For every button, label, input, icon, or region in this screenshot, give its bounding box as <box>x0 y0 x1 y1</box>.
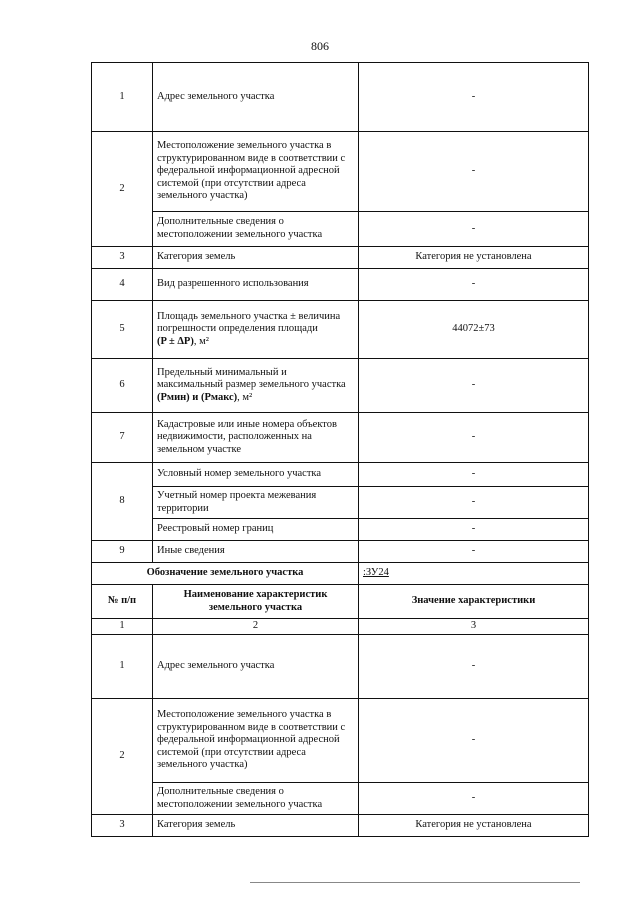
row-number: 2 <box>92 699 153 815</box>
characteristic-name: Категория земель <box>153 247 359 269</box>
characteristic-value: - <box>359 212 589 247</box>
table-row <box>92 413 589 463</box>
row-number: 2 <box>92 132 153 247</box>
column-numbers-row <box>92 619 589 635</box>
page-edge-line <box>250 882 580 883</box>
characteristic-name: Местоположение земельного участка в структурированном виде в соответствии с федеральной информационной адресной системой (при отсутствии адреса земельного участка) <box>153 132 359 212</box>
row-number: 1 <box>92 63 153 132</box>
column-header-number: № п/п <box>92 585 153 619</box>
characteristic-name: Реестровый номер границ <box>153 519 359 541</box>
table-row <box>92 359 589 413</box>
characteristic-name: Адрес земельного участка <box>153 63 359 132</box>
characteristic-name: Кадастровые или иные номера объектов недвижимости, расположенных на земельном участке <box>153 413 359 463</box>
characteristic-value: - <box>359 519 589 541</box>
column-header-value: Значение характеристики <box>359 585 589 619</box>
characteristic-name: Местоположение земельного участка в структурированном виде в соответствии с федеральной информационной адресной системой (при отсутствии адреса земельного участка) <box>153 699 359 783</box>
table-row <box>92 487 589 519</box>
characteristic-value: Категория не установлена <box>359 247 589 269</box>
plot-code: :ЗУ24 <box>363 567 389 579</box>
characteristic-value: - <box>359 463 589 487</box>
table-row <box>92 815 589 837</box>
land-plot-characteristics-table <box>91 62 589 837</box>
row-number: 4 <box>92 269 153 301</box>
designation-row <box>92 563 589 585</box>
characteristic-name: Адрес земельного участка <box>153 635 359 699</box>
row-number: 5 <box>92 301 153 359</box>
characteristic-name: Дополнительные сведения о местоположении земельного участка <box>153 783 359 815</box>
column-number: 1 <box>92 619 153 635</box>
characteristic-unit: , м² <box>193 335 209 347</box>
characteristic-name <box>153 359 359 413</box>
designation-value <box>359 563 589 585</box>
characteristic-value: - <box>359 541 589 563</box>
row-number: 3 <box>92 247 153 269</box>
designation-label: Обозначение земельного участка <box>92 563 359 585</box>
characteristic-formula: (Pмин) и (Pмакс) <box>157 391 238 403</box>
characteristic-value: - <box>359 699 589 783</box>
characteristic-formula: (P ± ΔP) <box>157 335 194 347</box>
row-number: 1 <box>92 635 153 699</box>
table-row <box>92 269 589 301</box>
table-row <box>92 212 589 247</box>
characteristic-name: Категория земель <box>153 815 359 837</box>
characteristic-name: Иные сведения <box>153 541 359 563</box>
characteristic-name <box>153 301 359 359</box>
table-row <box>92 541 589 563</box>
characteristic-value: 44072±73 <box>359 301 589 359</box>
row-number: 3 <box>92 815 153 837</box>
column-number: 3 <box>359 619 589 635</box>
table-row <box>92 63 589 132</box>
characteristic-unit: , м² <box>237 391 253 403</box>
characteristic-value: - <box>359 132 589 212</box>
page-number: 806 <box>311 39 329 53</box>
characteristic-name: Учетный номер проекта межевания территории <box>153 487 359 519</box>
table-row <box>92 301 589 359</box>
table-row <box>92 519 589 541</box>
column-header-name: Наименование характеристик земельного участка <box>153 585 359 619</box>
table-row <box>92 635 589 699</box>
row-number: 8 <box>92 463 153 541</box>
characteristic-value: Категория не установлена <box>359 815 589 837</box>
table-row <box>92 699 589 783</box>
table-row <box>92 463 589 487</box>
table-row <box>92 247 589 269</box>
characteristic-name-text: Площадь земельного участка ± величина погрешности определения площади <box>157 310 341 335</box>
characteristic-name-text: Предельный минимальный и максимальный размер земельного участка <box>157 366 346 391</box>
row-number: 7 <box>92 413 153 463</box>
characteristic-name: Дополнительные сведения о местоположении земельного участка <box>153 212 359 247</box>
characteristic-name: Условный номер земельного участка <box>153 463 359 487</box>
characteristic-name: Вид разрешенного использования <box>153 269 359 301</box>
characteristic-value: - <box>359 359 589 413</box>
characteristic-value: - <box>359 783 589 815</box>
characteristic-value: - <box>359 487 589 519</box>
table-row <box>92 783 589 815</box>
characteristic-value: - <box>359 635 589 699</box>
header-row <box>92 585 589 619</box>
row-number: 9 <box>92 541 153 563</box>
characteristic-value: - <box>359 269 589 301</box>
table-row <box>92 132 589 212</box>
row-number: 6 <box>92 359 153 413</box>
column-number: 2 <box>153 619 359 635</box>
characteristic-value: - <box>359 413 589 463</box>
characteristic-value: - <box>359 63 589 132</box>
